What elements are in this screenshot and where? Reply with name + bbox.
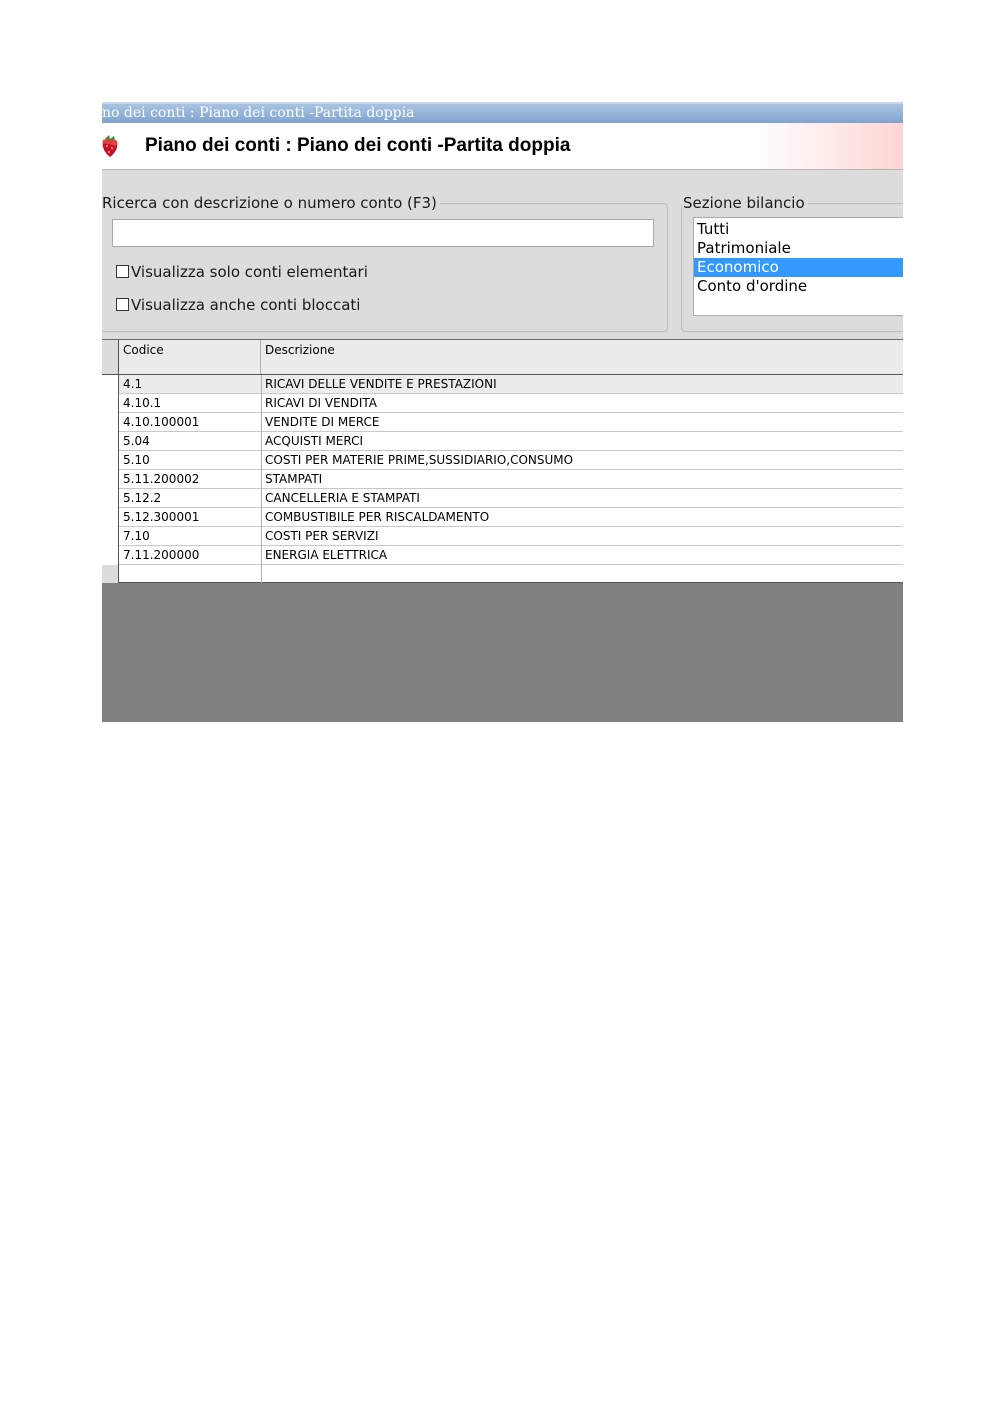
column-divider [261,375,262,584]
checkbox-box[interactable] [116,265,129,278]
column-header-code[interactable]: Codice [120,340,261,374]
new-row-selector[interactable] [102,565,119,583]
blocked-accounts-checkbox[interactable] [116,296,360,314]
table-row[interactable] [102,470,903,489]
header-row-selector [102,340,119,374]
checkbox-label: Visualizza solo conti elementari [131,263,368,281]
cell-code: 5.11.200002 [123,472,200,486]
cell-description: RICAVI DI VENDITA [265,396,378,410]
cell-description: ENERGIA ELETTRICA [265,548,388,562]
listbox-option-patrimoniale[interactable]: Patrimoniale [697,239,791,257]
cell-description: COSTI PER MATERIE PRIME,SUSSIDIARIO,CONSUMO [265,453,574,467]
cell-description: COSTI PER SERVIZI [265,529,379,543]
search-group-label: Ricerca con descrizione o numero conto (F3) [102,194,437,212]
page-title: Piano dei conti : Piano dei conti -Partita doppia [145,135,571,156]
window-titlebar[interactable] [102,102,903,123]
page-header [102,123,903,170]
cell-code: 7.10 [123,529,150,543]
table-row[interactable] [102,508,903,527]
table-row[interactable] [102,546,903,565]
cell-description: VENDITE DI MERCE [265,415,380,429]
grid-header [102,340,903,375]
window-title: no dei conti : Piano dei conti -Partita doppia [102,105,415,121]
section-group-label: Sezione bilancio [683,194,805,212]
table-row[interactable] [102,489,903,508]
section-listbox[interactable] [693,217,903,316]
cell-description: COMBUSTIBILE PER RISCALDAMENTO [265,510,490,524]
cell-code: 4.10.100001 [123,415,200,429]
application-window [102,102,903,722]
cell-description: CANCELLERIA E STAMPATI [265,491,420,505]
cell-code: 5.12.300001 [123,510,200,524]
table-row[interactable] [102,413,903,432]
cell-code: 5.04 [123,434,150,448]
new-record-row[interactable] [102,565,903,584]
table-row[interactable] [102,432,903,451]
cell-code: 5.10 [123,453,150,467]
cell-code: 5.12.2 [123,491,162,505]
cell-description: RICAVI DELLE VENDITE E PRESTAZIONI [265,377,497,391]
header-gradient [753,123,903,169]
checkbox-box[interactable] [116,298,129,311]
table-row[interactable] [102,451,903,470]
listbox-option-conto-ordine[interactable]: Conto d'ordine [697,277,808,295]
cell-code: 4.1 [123,377,143,391]
column-header-description[interactable]: Descrizione [265,343,335,357]
cell-code: 4.10.1 [123,396,162,410]
cell-code: 7.11.200000 [123,548,200,562]
strawberry-icon [102,134,120,158]
checkbox-label: Visualizza anche conti bloccati [131,296,361,314]
table-row[interactable] [102,527,903,546]
elementary-accounts-checkbox[interactable] [116,263,368,281]
table-row[interactable] [102,375,903,394]
grid-empty-area [102,583,903,722]
cell-description: ACQUISTI MERCI [265,434,364,448]
accounts-grid[interactable] [102,339,903,583]
row-selector-column[interactable] [102,375,119,584]
table-row[interactable] [102,394,903,413]
listbox-option-tutti[interactable]: Tutti [697,220,730,238]
cell-description: STAMPATI [265,472,323,486]
listbox-option-economico[interactable]: Economico [694,258,903,277]
search-input[interactable] [112,219,654,247]
